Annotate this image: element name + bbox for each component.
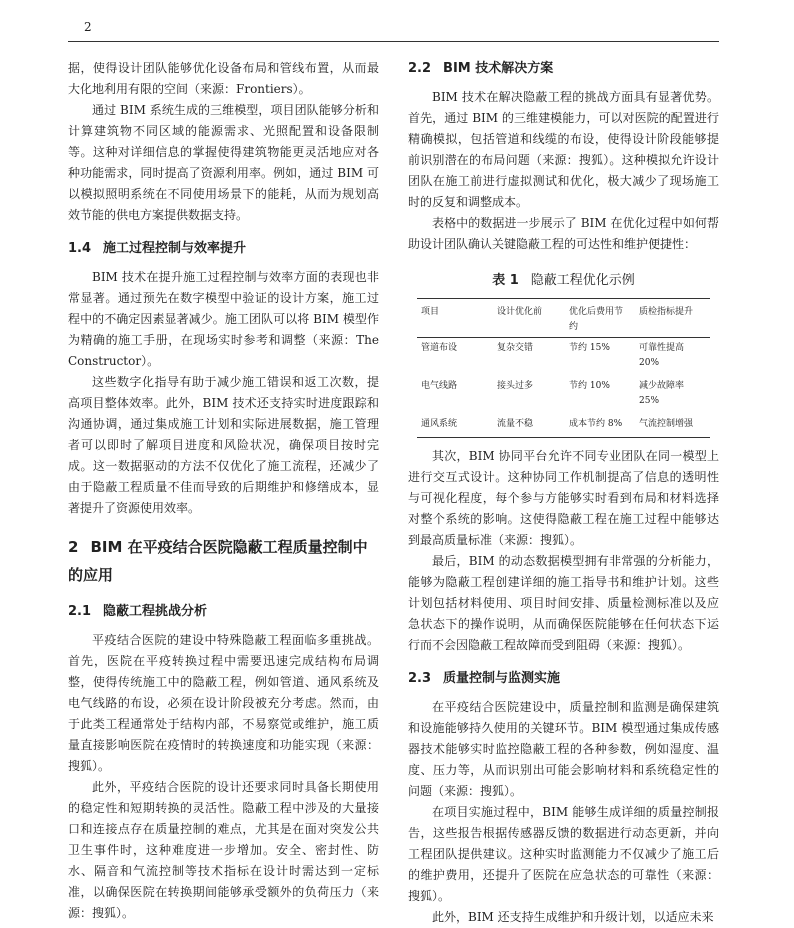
table-row [417,338,710,377]
paragraph: BIM 技术在提升施工过程控制与效率方面的表现也非常显著。通过预先在数字模型中验证的设计方案，施工过程中的不确定因素显著减少。施工团队可以将 BIM 模型作为精确的施工手册，在现场实时参考和调整（来源：The Constructor）。 [68,270,379,368]
section-heading-2 [68,533,379,589]
table-cell: 节约 10% [569,381,610,391]
paragraph: 此外，BIM 还支持生成维护和升级计划，以适应未来 [432,910,714,924]
section-title: BIM 技术解决方案 [443,61,554,76]
page-number: 2 [84,20,92,34]
table-caption [408,269,719,288]
table-cell: 通风系统 [421,419,458,429]
table-cell: 减少故障率 25% [639,381,685,406]
table-cell: 气流控制增强 [639,419,694,429]
section-number: 2.3 [408,671,432,686]
table-header-cell: 优化后费用节约 [569,307,624,332]
left-column [68,58,379,924]
table-label: 表 1 [492,273,519,288]
section-number: 2.2 [408,61,432,76]
table-header-row [417,299,710,338]
paragraph: 这些数字化指导有助于减少施工错误和返工次数，提高项目整体效率。此外，BIM 技术还支持实时进度跟踪和沟通协调，通过集成施工计划和实际进展数据，施工管理者可以即时了解项目进度和风险状况，确保项目按时完成。这一数据驱动的方法不仅优化了施工流程，还减少了由于隐蔽工程质量不佳而导致的后期维护和修缮成本，显著提升了资源使用效率。 [68,375,379,515]
table-cell: 管道布设 [421,343,458,353]
section-heading-2-3 [408,668,719,689]
table-cell: 可靠性提高 20% [639,343,685,368]
table-cell: 节约 15% [569,343,610,353]
section-number: 2 [68,538,79,556]
section-heading-1-4 [68,238,379,259]
table-header-cell: 设计优化前 [497,307,543,317]
section-number: 1.4 [68,241,92,256]
header-rule [68,41,719,42]
paragraph: 在平疫结合医院建设中，质量控制和监测是确保建筑和设施能够持久使用的关键环节。BIM 模型通过集成传感器技术能够实时监控隐蔽工程的各种参数，例如湿度、温度、压力等，从而识别出可能会影响材料和系统稳定性的问题（来源：搜狐）。 [408,700,719,798]
table-header-cell: 质检指标提升 [639,307,694,317]
paragraph: BIM 技术在解决隐蔽工程的挑战方面具有显著优势。首先，通过 BIM 的三维建模能力，可以对医院的配置进行精确模拟，包括管道和线缆的布设，使得设计阶段能够提前识别潜在的布局问题（来源：搜狐）。这种模拟允许设计团队在施工前进行虚拟测试和优化，极大减少了现场施工时的反复和调整成本。 [408,90,719,209]
section-title: 质量控制与监测实施 [443,671,561,686]
table-cell: 复杂交错 [497,343,534,353]
paragraph: 表格中的数据进一步展示了 BIM 在优化过程中如何帮助设计团队确认关键隐蔽工程的可达性和维护便捷性： [408,216,719,251]
table-cell: 电气线路 [421,381,458,391]
section-title: 施工过程控制与效率提升 [103,241,247,256]
section-title: 隐蔽工程挑战分析 [103,604,208,619]
table-header-cell: 项目 [421,307,440,317]
table-row [417,376,710,414]
table-cell: 接头过多 [497,381,534,391]
right-column [408,58,719,928]
paragraph: 平疫结合医院的建设中特殊隐蔽工程面临多重挑战。首先，医院在平疫转换过程中需要迅速完成结构布局调整，使得传统施工中的隐蔽工程，例如管道、通风系统及电气线路的布设，必须在设计阶段被充分考虑。然而，由于此类工程通常处于结构内部，不易察觉或维护，施工质量直接影响医院在疫情时的转换速度和功能实现（来源：搜狐）。 [68,633,379,773]
table-row [417,414,710,438]
section-heading-2-2 [408,58,719,79]
section-heading-2-1 [68,601,379,622]
paragraph: 最后，BIM 的动态数据模型拥有非常强的分析能力，能够为隐蔽工程创建详细的施工指导书和维护计划。这些计划包括材料使用、项目时间安排、质量检测标准以及应急状态下的操作说明，从而确保医院能够在任何状态下运行而不会因隐蔽工程故障而受到阻碍（来源：搜狐）。 [408,554,719,652]
optimization-table [417,298,710,438]
paragraph: 其次，BIM 协同平台允许不同专业团队在同一模型上进行交互式设计。这种协同工作机制提高了信息的透明性与可视化程度，每个参与方能够实时看到布局和材料选择对整个系统的影响。这使得隐蔽工程在施工过程中能够达到最高质量标准（来源：搜狐）。 [408,449,719,547]
paragraph: 通过 BIM 系统生成的三维模型，项目团队能够分析和计算建筑物不同区域的能源需求、光照配置和设备限制等。这种对详细信息的掌握使得建筑物能更灵活地应对各种功能需求，同时提高了资源利用率。例如，通过 BIM 可以模拟照明系统在不同使用场景下的能耗，从而为规划高效节能的供电方案提供数据支持。 [68,103,379,222]
section-title: BIM 在平疫结合医院隐蔽工程质量控制中的应用 [68,538,368,584]
table-caption-text: 隐蔽工程优化示例 [530,273,635,288]
paragraph: 此外，平疫结合医院的设计还要求同时具备长期使用的稳定性和短期转换的灵活性。隐蔽工程中涉及的大量接口和连接点存在质量控制的难点，尤其是在面对突发公共卫生事件时，这种难度进一步增加。安全、密封性、防水、隔音和气流控制等技术指标在设计时需达到一定标准，以确保医院在转换期间能够承受额外的负荷压力（来源：搜狐）。 [68,780,379,920]
table-cell: 成本节约 8% [569,419,623,429]
section-number: 2.1 [68,604,92,619]
paragraph: 据，使得设计团队能够优化设备布局和管线布置，从而最大化地利用有限的空间（来源：Frontiers）。 [68,61,379,96]
paragraph: 在项目实施过程中，BIM 能够生成详细的质量控制报告，这些报告根据传感器反馈的数据进行动态更新，并向工程团队提供建议。这种实时监测能力不仅减少了施工后的维护费用，还提升了医院在应急状态的可靠性（来源：搜狐）。 [408,805,719,903]
table-cell: 流量不稳 [497,419,534,429]
